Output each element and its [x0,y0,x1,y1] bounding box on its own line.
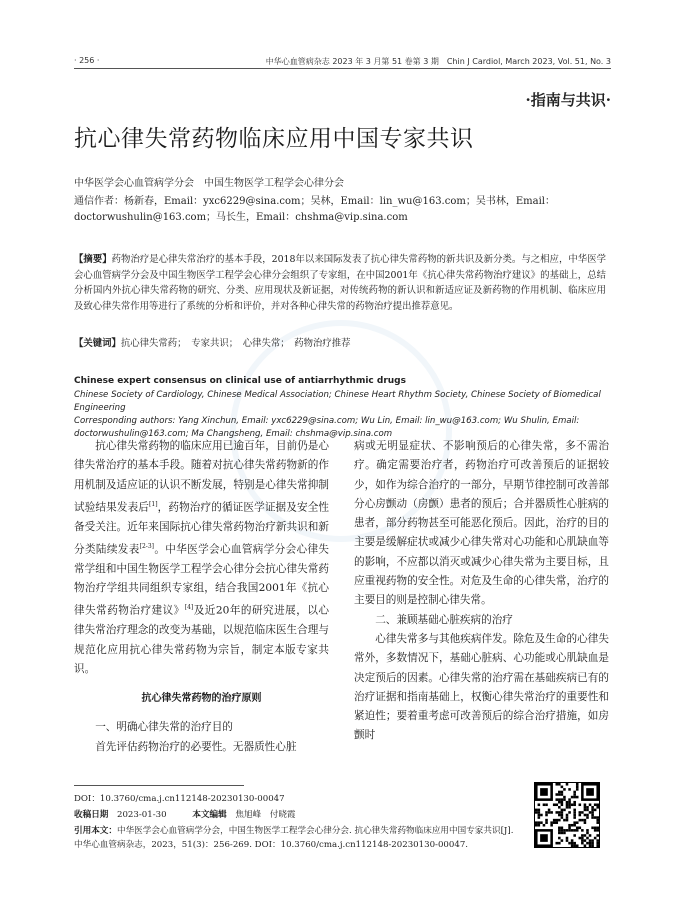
keywords-text: 抗心律失常药； 专家共识； 心律失常； 药物治疗推荐 [120,338,351,349]
abstract-text: 药物治疗是心律失常治疗的基本手段，2018年以来国际发表了抗心律失常药物的新共识及新分类。与之相应，中华医学会心血管病学分会及中国生物医学工程学会心律分会组织了专家组，在中国2001年《抗心律失常药物治疗建议》的基础上，总结分析国内外抗心律失常药物的研究、分类、应用现状及新证据，对传统药物的新认识和新适应证及新药物的作用机制、临床应用及致心律失常作用等进行了系统的分析和评价，并对各种心律失常的药物治疗提出推荐意见。 [74,254,606,312]
body-column-right [354,437,609,746]
received-label: 收稿日期 [74,810,109,820]
keywords [74,335,606,349]
citation-ref[interactable]: [2-3] [139,543,154,551]
body-paragraph: 首先评估药物治疗的必要性。无器质性心脏 [95,740,297,753]
editor-names: 焦旭峰 付晓霞 [235,810,296,820]
article-title: 抗心律失常药物临床应用中国专家共识 [74,126,474,152]
journal-running-head: 中华心血管病杂志 2023 年 3 月第 51 卷第 3 期 Chin J Cardiol, March 2023, Vol. 51, No. 3 [265,57,611,66]
english-organizations: Chinese Society of Cardiology, Chinese Medical Association; Chinese Heart Rhythm Society, Chinese Society of Biomedical Engineering [74,390,601,413]
intro-paragraph [74,437,329,679]
subsection-heading: 一、明确心律失常的治疗目的 [95,721,233,734]
citation-label: 引用本文： [74,826,117,836]
abstract [74,252,606,314]
author-organizations: 中华医学会心血管病学分会 中国生物医学工程学会心律分会 [74,178,344,189]
citation-text: 中华医学会心血管病学分会，中国生物医学工程学会心律分会. 抗心律失常药物临床应用中国专家共识[J]. 中华心血管病杂志，2023，51(3)：256-269. DOI：10.3760/cma.j.cn112148-20230130-00047. [74,826,514,850]
body-column-left [74,437,329,757]
intro-text-1: 抗心律失常药物的临床应用已逾百年，目前仍是心律失常治疗的基本手段。随着对抗心律失常药物新的作用机制及适应证的认识不断发展，特别是心律失常抑制试验结果发表后 [74,440,329,514]
subsection-heading: 二、兼顾基础心脏疾病的治疗 [375,613,513,626]
received-and-editor [74,808,524,822]
body-paragraph: 心律失常多与其他疾病伴发。除危及生命的心律失常外，多数情况下，基础心脏病、心功能或心肌缺血是决定预后的因素。心律失常的治疗需在基础疾病已有的治疗证据和指南基础上，权衡心律失常治疗的重要性和紧迫性；要着重考虑可改善预后的综合治疗措施，如房颤时 [354,632,609,742]
footer-rule [74,785,244,786]
section-tag: ·指南与共识· [525,91,611,109]
citation-block [74,824,524,852]
intro-text-2: ，药物治疗的循证医学证据及安全性备受关注。近年来国际抗心律失常药物治疗新共识和新分类陆续发表 [74,501,330,556]
body-paragraph: 病或无明显症状、不影响预后的心律失常，多不需治疗。确定需要治疗者，药物治疗可改善预后的证据较少，如作为综合治疗的一部分，早期节律控制可改善部分心房颤动（房颤）患者的预后；合并器质性心脏病的患者，部分药物甚至可能恶化预后。因此，治疗的目的主要是缓解症状或减少心律失常对心功能和心肌缺血等的影响，不应都以消灭或减少心律失常为主要目标，且应重视药物的安全性。对危及生命的心律失常，治疗的主要目的则是控制心律失常。 [354,440,609,607]
intro-text-4: 及近20年的研究进展，以心律失常治疗理念的改变为基础，以规范临床医生合理与规范化应用抗心律失常药物为宗旨，制定本版专家共识。 [74,604,329,675]
english-title: Chinese expert consensus on clinical use of antiarrhythmic drugs [74,376,406,386]
received-date: 2023-01-30 [117,810,167,820]
citation-ref[interactable]: [1] [149,500,158,508]
doi-line[interactable]: DOI：10.3760/cma.j.cn112148-20230130-00047 [74,794,285,804]
corresponding-authors: 通信作者：杨新春，Email：yxc6229@sina.com；吴林，Email：lin_wu@163.com；吴书林，Email：doctorwushulin@163.com；马长生，Email：chshma@vip.sina.com [74,196,555,223]
section-heading: 抗心律失常药物的治疗原则 [141,693,262,705]
intro-text-3: 。中华医学会心血管病学分会心律失常学组和中国生物医学工程学会心律分会抗心律失常药物治疗学组共同组织专家组，结合我国2001年《抗心律失常药物治疗建议》 [74,543,330,617]
citation-ref[interactable]: [4] [184,604,194,612]
header-rule [74,68,611,69]
keywords-label: 【关键词】 [74,338,121,349]
qr-code-icon[interactable] [534,782,600,848]
english-corresponding-authors: Corresponding authors: Yang Xinchun, Email: yxc6229@sina.com; Wu Lin, Email: lin_wu@163.com; Wu Shulin, Email: doctorwushulin@163.com; Ma Changsheng, Email: chshma@vip.sina.com [74,416,580,439]
editor-label: 本文编辑 [192,810,227,820]
abstract-label: 【摘要】 [74,254,112,265]
page-number: · 256 · [74,56,100,65]
